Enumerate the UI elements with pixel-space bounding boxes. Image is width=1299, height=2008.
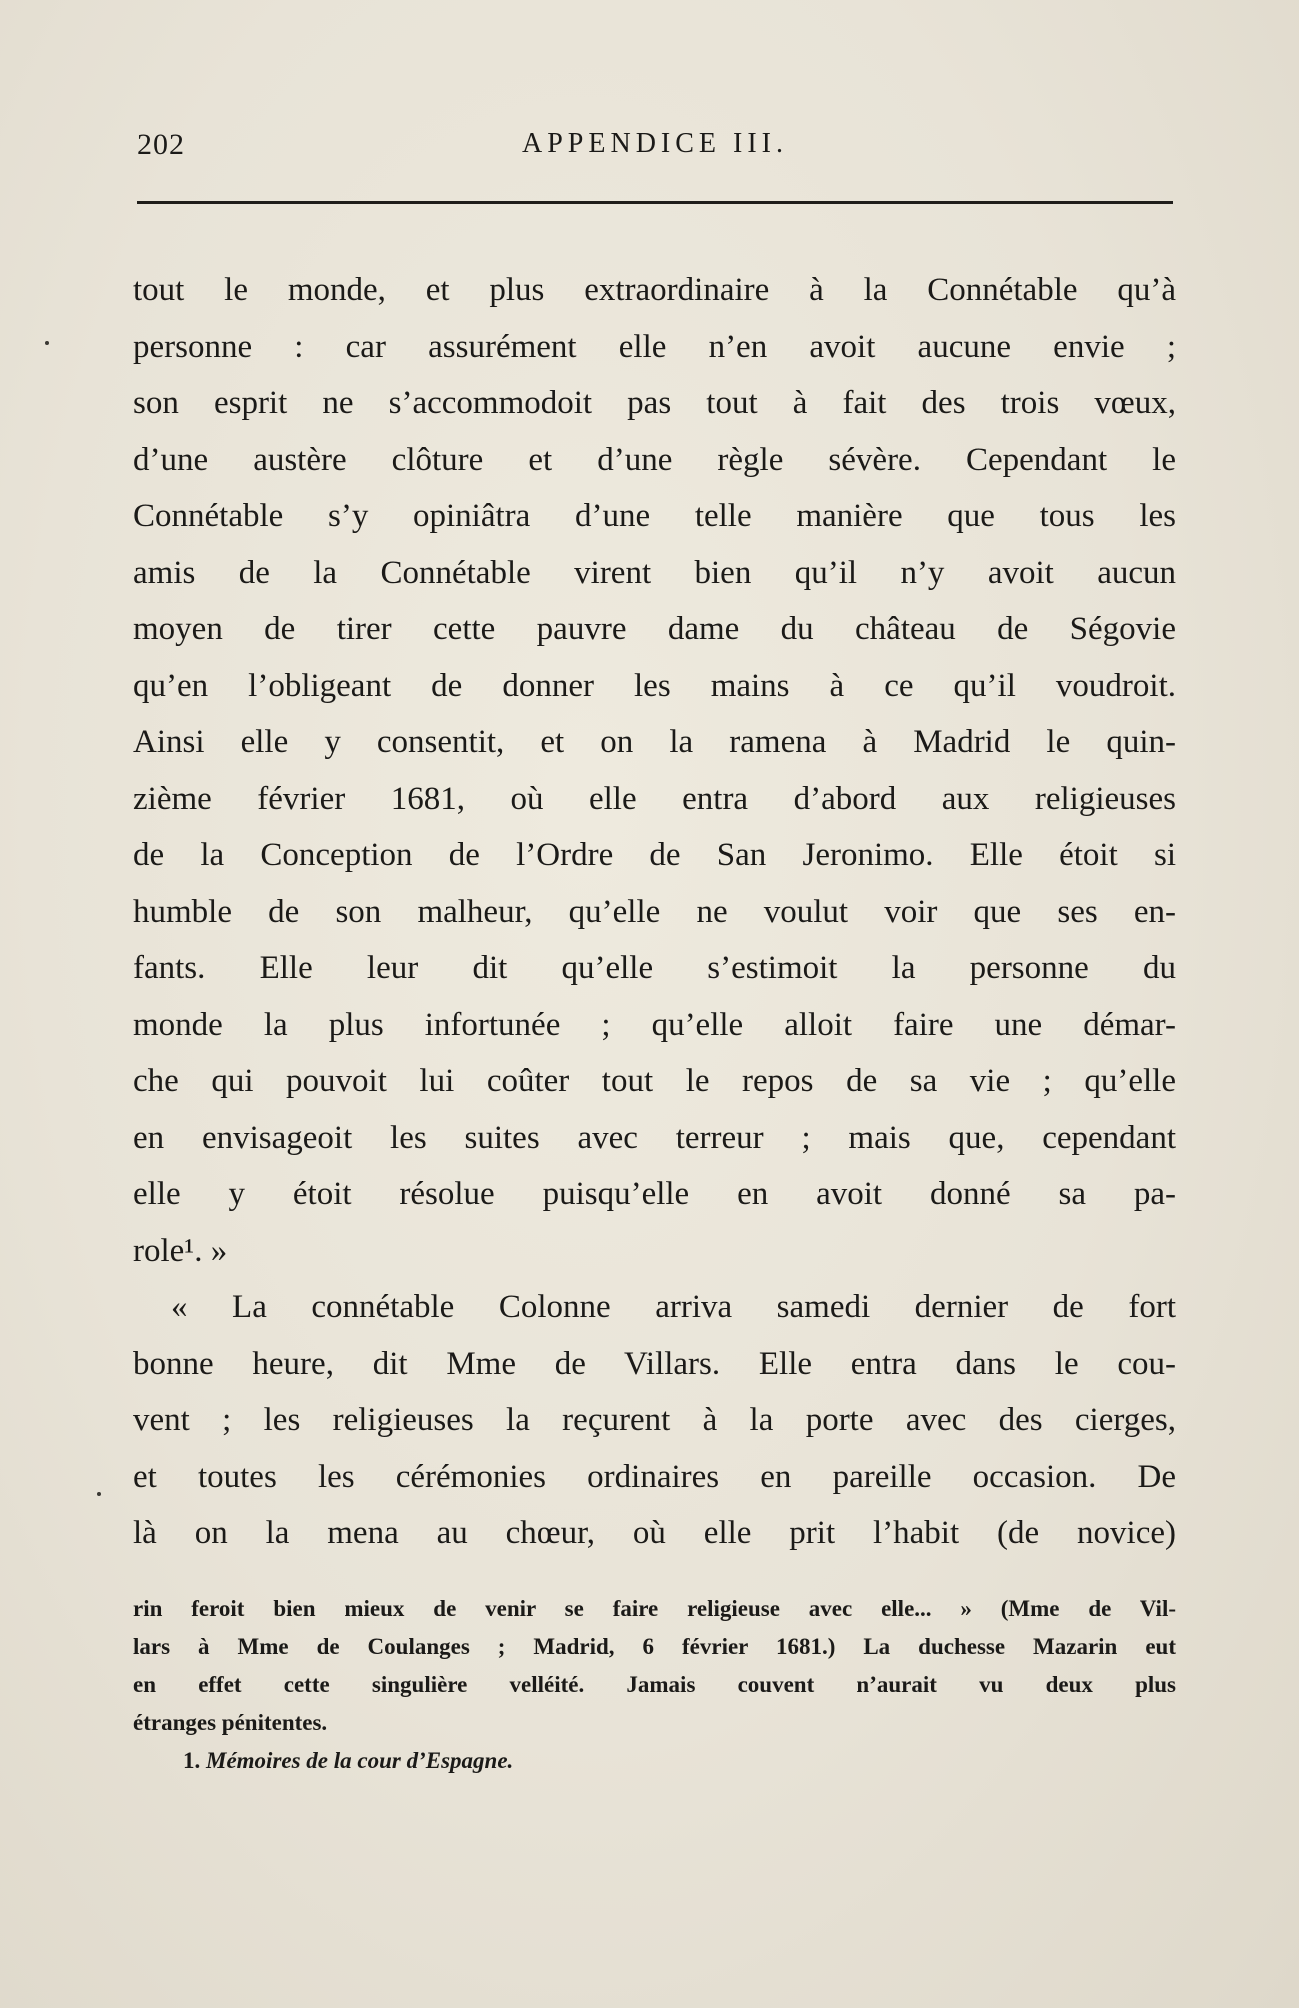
- footnote-1: [133, 1742, 1176, 1780]
- text-line: zième février 1681, où elle entra d’abord aux religieuses: [133, 780, 1176, 817]
- text-line: amis de la Connétable virent bien qu’il n’y avoit aucun: [133, 554, 1176, 591]
- text-line: humble de son malheur, qu’elle ne voulut voir que ses en-: [133, 893, 1176, 930]
- footnote-line: lars à Mme de Coulanges ; Madrid, 6 février 1681.) La duchesse Mazarin eut: [133, 1634, 1176, 1659]
- page-number: 202: [137, 128, 185, 161]
- text-line: d’une austère clôture et d’une règle sévère. Cependant le: [133, 441, 1176, 478]
- text-line: bonne heure, dit Mme de Villars. Elle entra dans le cou-: [133, 1345, 1176, 1382]
- text-line: personne : car assurément elle n’en avoit aucune envie ;: [133, 328, 1176, 365]
- text-line: de la Conception de l’Ordre de San Jeronimo. Elle étoit si: [133, 837, 1176, 873]
- footnote-line: rin feroit bien mieux de venir se faire religieuse avec elle... » (Mme de Vil-: [133, 1596, 1176, 1621]
- footnote-line: étranges pénitentes.: [133, 1710, 328, 1735]
- text-line: che qui pouvoit lui coûter tout le repos de sa vie ; qu’elle: [133, 1063, 1176, 1099]
- text-line: vent ; les religieuses la reçurent à la porte avec des cierges,: [133, 1402, 1176, 1438]
- print-speck: [97, 1492, 101, 1496]
- footnote-number: 1.: [183, 1748, 201, 1773]
- page-header: [137, 128, 1173, 178]
- print-speck: [45, 341, 49, 345]
- text-line: fants. Elle leur dit qu’elle s’estimoit la personne du: [133, 950, 1176, 986]
- text-line: Ainsi elle y consentit, et on la ramena à Madrid le quin-: [133, 724, 1176, 760]
- text-line: qu’en l’obligeant de donner les mains à ce qu’il voudroit.: [133, 667, 1176, 704]
- header-rule: [137, 201, 1173, 204]
- text-line: et toutes les cérémonies ordinaires en pareille occasion. De: [133, 1458, 1176, 1495]
- main-text: [133, 262, 1176, 1562]
- footnotes: [133, 1590, 1176, 1780]
- text-line: là on la mena au chœur, où elle prit l’habit (de novice): [133, 1515, 1176, 1551]
- text-line: son esprit ne s’accommodoit pas tout à fait des trois vœux,: [133, 385, 1176, 421]
- text-line-paragraph-start: « La connétable Colonne arriva samedi dernier de fort: [171, 1289, 1176, 1325]
- footnote-line: en effet cette singulière velléité. Jamais couvent n’aurait vu deux plus: [133, 1672, 1176, 1697]
- text-line: role¹. »: [133, 1232, 228, 1269]
- text-line: moyen de tirer cette pauvre dame du château de Ségovie: [133, 611, 1176, 647]
- text-line: Connétable s’y opiniâtra d’une telle manière que tous les: [133, 498, 1176, 534]
- text-line: elle y étoit résolue puisqu’elle en avoit donné sa pa-: [133, 1176, 1176, 1212]
- text-line: tout le monde, et plus extraordinaire à la Connétable qu’à: [133, 272, 1176, 308]
- running-head: APPENDICE III.: [522, 128, 788, 159]
- text-line: monde la plus infortunée ; qu’elle alloit faire une démar-: [133, 1006, 1176, 1043]
- footnote-text: Mémoires de la cour d’Espagne.: [206, 1748, 514, 1773]
- text-line: en envisageoit les suites avec terreur ; mais que, cependant: [133, 1119, 1176, 1156]
